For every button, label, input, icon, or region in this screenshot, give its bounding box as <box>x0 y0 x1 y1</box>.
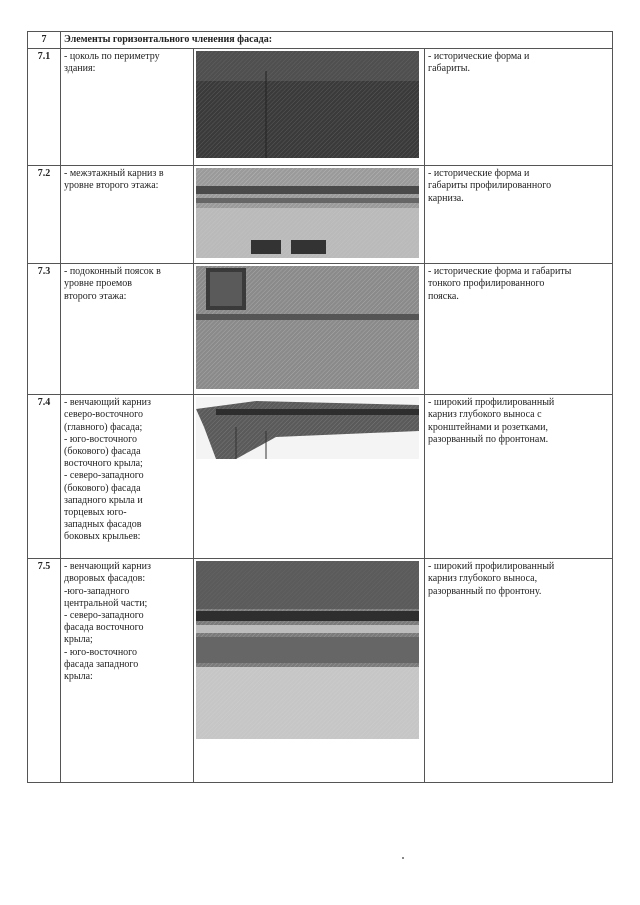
protection-subject: - широкий профилированный карниз глубокого выноса с кронштейнами и розетками, разорванный по фронтонам. <box>425 395 613 559</box>
photo-cell <box>194 395 425 559</box>
main-facade-cornice-photo <box>196 397 419 459</box>
element-description: - подоконный поясок в уровне проемов второго этажа: <box>61 264 194 395</box>
photo-cell <box>194 264 425 395</box>
table-row <box>28 166 613 264</box>
row-number: 7.2 <box>28 166 61 264</box>
courtyard-cornice-photo <box>196 561 419 739</box>
row-number: 7.4 <box>28 395 61 559</box>
protection-subject: - широкий профилированный карниз глубокого выноса, разорванный по фронтону. <box>425 559 613 783</box>
protection-subject-table <box>27 31 613 783</box>
photo-cell <box>194 559 425 783</box>
table-row <box>28 49 613 166</box>
section-number: 7 <box>28 32 61 49</box>
photo-cell <box>194 49 425 166</box>
row-number: 7.5 <box>28 559 61 783</box>
protection-subject: - исторические форма и габариты. <box>425 49 613 166</box>
protection-subject-table-page <box>27 31 612 783</box>
window-sill-belt-photo <box>196 266 419 389</box>
table-row <box>28 395 613 559</box>
row-number: 7.1 <box>28 49 61 166</box>
element-description: - цоколь по периметру здания: <box>61 49 194 166</box>
section-title: Элементы горизонтального членения фасада: <box>61 32 613 49</box>
protection-subject: - исторические форма и габариты профилированного карниза. <box>425 166 613 264</box>
cornice-photo <box>196 168 419 258</box>
element-description: - венчающий карниз северо-восточного (главного) фасада; - юго-восточного (бокового) фасада восточного крыла; - северо-западного (бокового) фасада западного крыла и торцевых юго- западных фасадов боковых крыльев: <box>61 395 194 559</box>
scan-speck <box>402 857 404 859</box>
protection-subject: - исторические форма и габариты тонкого профилированного пояска. <box>425 264 613 395</box>
table-row <box>28 264 613 395</box>
row-number: 7.3 <box>28 264 61 395</box>
section-header-row <box>28 32 613 49</box>
plinth-photo <box>196 51 419 158</box>
table-row <box>28 559 613 783</box>
photo-cell <box>194 166 425 264</box>
element-description: - межэтажный карниз в уровне второго этажа: <box>61 166 194 264</box>
element-description: - венчающий карниз дворовых фасадов: -юго-западного центральной части; - северо-западного фасада восточного крыла; - юго-восточного фасада западного крыла: <box>61 559 194 783</box>
